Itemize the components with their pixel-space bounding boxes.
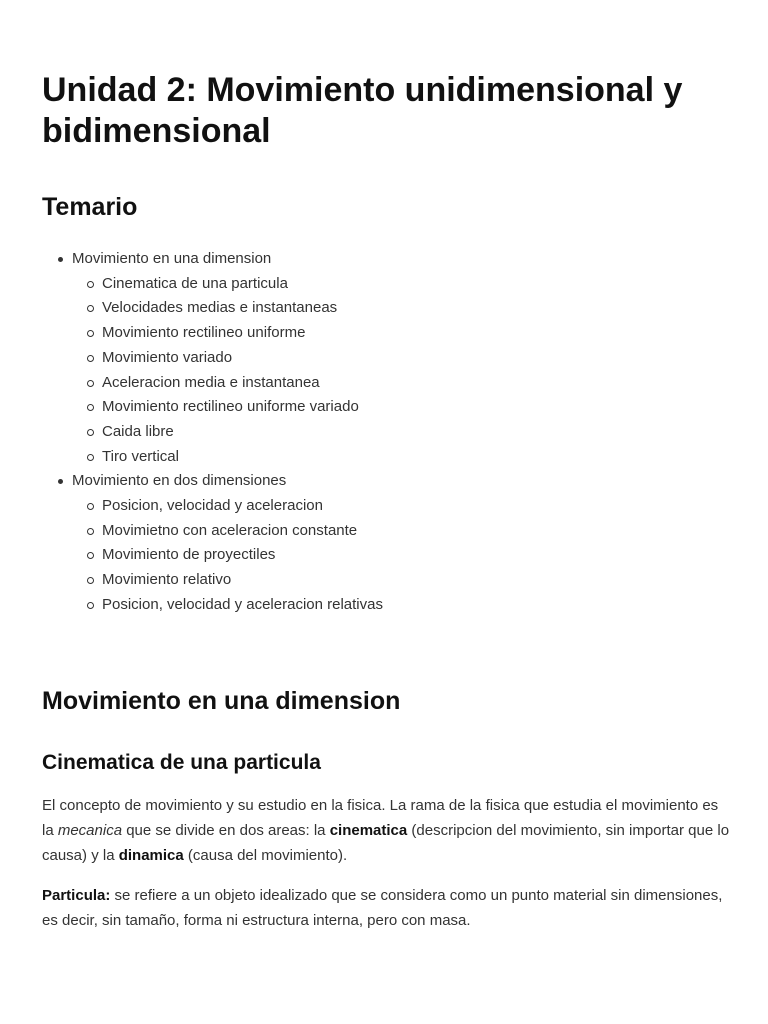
page-title: Unidad 2: Movimiento unidimensional y bidimensional (42, 71, 683, 150)
paragraph-text: (descripcion del movimiento, sin importar que lo causa) y la (42, 822, 730, 864)
toc-subitem[interactable]: Movimiento rectilineo uniforme (42, 321, 383, 346)
toc-subitem[interactable]: Movimietno con aceleracion constante (42, 519, 383, 544)
paragraph-text: El concepto de movimiento y su estudio en la fisica. La rama de la fisica que estudia el movimiento es la (42, 797, 719, 839)
toc-item[interactable]: Movimiento en dos dimensiones (42, 469, 383, 494)
temario-heading: Temario (42, 193, 138, 221)
toc-item[interactable]: Movimiento en una dimension (42, 247, 383, 272)
toc-subitem[interactable]: Velocidades medias e instantaneas (42, 296, 383, 321)
temario-list (42, 247, 383, 618)
section-heading: Movimiento en una dimension (42, 687, 401, 715)
subsection-heading: Cinematica de una particula (42, 751, 321, 774)
particula-definition (42, 883, 732, 933)
toc-subitem[interactable]: Posicion, velocidad y aceleracion relativas (42, 593, 383, 618)
toc-subitem[interactable]: Movimiento relativo (42, 568, 383, 593)
term-cinematica: cinematica (329, 822, 408, 839)
toc-subitem[interactable]: Cinematica de una particula (42, 272, 383, 297)
toc-subitem[interactable]: Movimiento rectilineo uniforme variado (42, 395, 383, 420)
intro-paragraph (42, 793, 732, 868)
toc-subitem[interactable]: Caida libre (42, 420, 383, 445)
toc-subitem[interactable]: Posicion, velocidad y aceleracion (42, 494, 383, 519)
paragraph-text: (causa del movimiento). (183, 847, 348, 864)
paragraph-text: que se divide en dos areas: la (122, 822, 330, 839)
term-dinamica: dinamica (118, 847, 184, 864)
toc-subitem[interactable]: Movimiento variado (42, 346, 383, 371)
definition-text: se refiere a un objeto idealizado que se considera como un punto material sin dimensiones, es decir, sin tamaño, forma ni estructura interna, pero con masa. (42, 887, 723, 929)
toc-subitem[interactable]: Aceleracion media e instantanea (42, 371, 383, 396)
term-particula: Particula: (42, 887, 111, 904)
term-mecanica: mecanica (57, 822, 123, 839)
toc-subitem[interactable]: Movimiento de proyectiles (42, 543, 383, 568)
toc-subitem[interactable]: Tiro vertical (42, 445, 383, 470)
